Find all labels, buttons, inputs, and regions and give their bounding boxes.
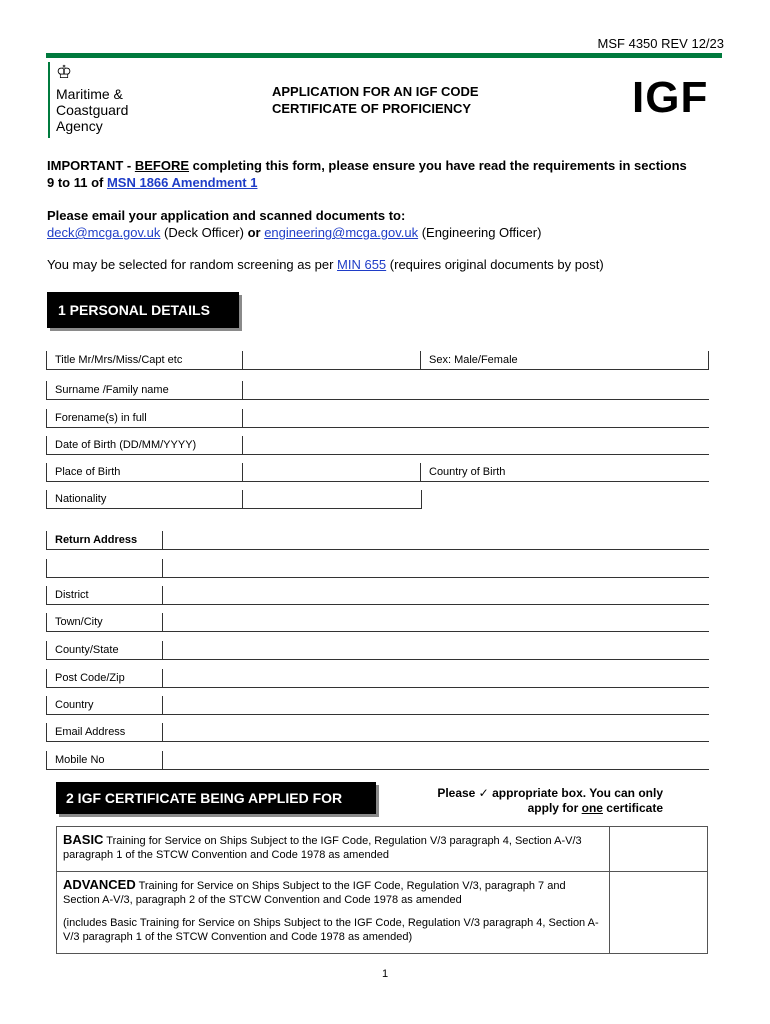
basic-description: BASIC Training for Service on Ships Subject to the IGF Code, Regulation V/3 paragraph 4, Section A-V/3 paragraph 1 of the STCW Convention and Code 1978 as amended bbox=[57, 827, 610, 871]
basic-checkbox[interactable] bbox=[610, 827, 707, 871]
field-row-town bbox=[46, 613, 709, 632]
royal-crest-icon: ♔ bbox=[56, 62, 73, 82]
postcode-label: Post Code/Zip bbox=[46, 669, 162, 687]
field-row-mobile bbox=[46, 751, 709, 770]
mobile-label: Mobile No bbox=[46, 751, 162, 769]
return-address-input[interactable] bbox=[162, 531, 709, 549]
field-row-country bbox=[46, 696, 709, 715]
place-of-birth-label: Place of Birth bbox=[46, 463, 242, 481]
district-label: District bbox=[46, 586, 162, 604]
field-row-district bbox=[46, 586, 709, 605]
address-line-2-spacer bbox=[46, 559, 162, 577]
page-number: 1 bbox=[381, 968, 389, 980]
form-reference: MSF 4350 REV 12/23 bbox=[597, 36, 724, 51]
certificate-option-advanced bbox=[57, 872, 707, 953]
certificate-table bbox=[56, 826, 708, 954]
advanced-label: ADVANCED bbox=[63, 877, 136, 892]
field-row-address-2 bbox=[46, 559, 709, 578]
agency-name: Maritime & Coastguard Agency bbox=[56, 86, 129, 134]
address-line-2-input[interactable] bbox=[162, 559, 709, 577]
certificate-option-basic bbox=[57, 827, 707, 872]
postcode-input[interactable] bbox=[162, 669, 709, 687]
title-label: Title Mr/Mrs/Miss/Capt etc bbox=[46, 351, 242, 369]
logo-rule bbox=[48, 62, 50, 138]
field-row-surname bbox=[46, 381, 709, 400]
field-row-forenames bbox=[46, 409, 709, 428]
form-code: IGF bbox=[632, 73, 709, 122]
header-divider bbox=[46, 53, 722, 58]
sex-input[interactable] bbox=[708, 351, 709, 369]
return-address-label: Return Address bbox=[46, 531, 162, 549]
town-label: Town/City bbox=[46, 613, 162, 631]
place-of-birth-input[interactable] bbox=[242, 463, 420, 481]
nationality-label: Nationality bbox=[46, 490, 242, 508]
important-notice: IMPORTANT - BEFORE completing this form, please ensure you have read the requirements in sections 9 to 11 of MSN 1866 Amendment 1 bbox=[47, 158, 687, 190]
email-label: Email Address bbox=[46, 723, 162, 741]
basic-label: BASIC bbox=[63, 832, 104, 847]
min-655-link[interactable]: MIN 655 bbox=[337, 257, 387, 272]
msn-1866-link[interactable]: MSN 1866 Amendment 1 bbox=[106, 175, 258, 190]
field-row-nationality bbox=[46, 490, 422, 509]
nationality-end bbox=[421, 490, 422, 508]
selection-instruction: Please ✓ appropriate box. You can only apply for one certificate bbox=[437, 786, 663, 815]
nationality-input[interactable] bbox=[242, 490, 420, 508]
surname-input[interactable] bbox=[242, 381, 709, 399]
agency-logo bbox=[48, 62, 158, 140]
county-input[interactable] bbox=[162, 641, 709, 659]
advanced-description: ADVANCED Training for Service on Ships Subject to the IGF Code, Regulation V/3, paragraph 7 and Section A-V/3, paragraph 2 of the STCW Convention and Code 1978 as amended (includes Basic Training for Service on Ships Subject to the IGF Code, Regulation V/3 paragraph 4, Section A-V/3 paragraph 1 of the STCW Convention and Code 1978 as amended) bbox=[57, 872, 610, 953]
form-title: APPLICATION FOR AN IGF CODE CERTIFICATE OF PROFICIENCY bbox=[272, 84, 479, 116]
email-line: deck@mcga.gov.uk (Deck Officer) or engineering@mcga.gov.uk (Engineering Officer) bbox=[47, 225, 542, 240]
before-emphasis: BEFORE bbox=[134, 158, 190, 173]
field-row-title bbox=[46, 351, 709, 370]
deck-email-link[interactable]: deck@mcga.gov.uk bbox=[47, 225, 161, 240]
section-1-heading: 1 PERSONAL DETAILS bbox=[47, 292, 239, 328]
field-row-postcode bbox=[46, 669, 709, 688]
dob-label: Date of Birth (DD/MM/YYYY) bbox=[46, 436, 242, 454]
country-input[interactable] bbox=[162, 696, 709, 714]
section-2-heading: 2 IGF CERTIFICATE BEING APPLIED FOR bbox=[56, 782, 376, 814]
field-row-county bbox=[46, 641, 709, 660]
engineering-email-link[interactable]: engineering@mcga.gov.uk bbox=[264, 225, 419, 240]
country-label: Country bbox=[46, 696, 162, 714]
district-input[interactable] bbox=[162, 586, 709, 604]
sex-label: Sex: Male/Female bbox=[420, 351, 708, 369]
email-heading: Please email your application and scanned documents to: bbox=[47, 208, 406, 223]
field-row-address bbox=[46, 531, 709, 550]
field-row-dob bbox=[46, 436, 709, 455]
town-input[interactable] bbox=[162, 613, 709, 631]
country-of-birth-label: Country of Birth bbox=[420, 463, 708, 481]
forenames-label: Forename(s) in full bbox=[46, 409, 242, 427]
email-input[interactable] bbox=[162, 723, 709, 741]
field-row-email bbox=[46, 723, 709, 742]
dob-input[interactable] bbox=[242, 436, 709, 454]
mobile-input[interactable] bbox=[162, 751, 709, 769]
screening-notice: You may be selected for random screening as per MIN 655 (requires original documents by post) bbox=[47, 257, 604, 272]
surname-label: Surname /Family name bbox=[46, 381, 242, 399]
county-label: County/State bbox=[46, 641, 162, 659]
advanced-checkbox[interactable] bbox=[610, 872, 707, 953]
forenames-input[interactable] bbox=[242, 409, 709, 427]
field-row-birthplace bbox=[46, 463, 709, 482]
advanced-note: (includes Basic Training for Service on Ships Subject to the IGF Code, Regulation V/3 paragraph 4, Section A-V/3 paragraph 1 of the STCW Convention and Code 1978 as amended) bbox=[63, 917, 599, 943]
